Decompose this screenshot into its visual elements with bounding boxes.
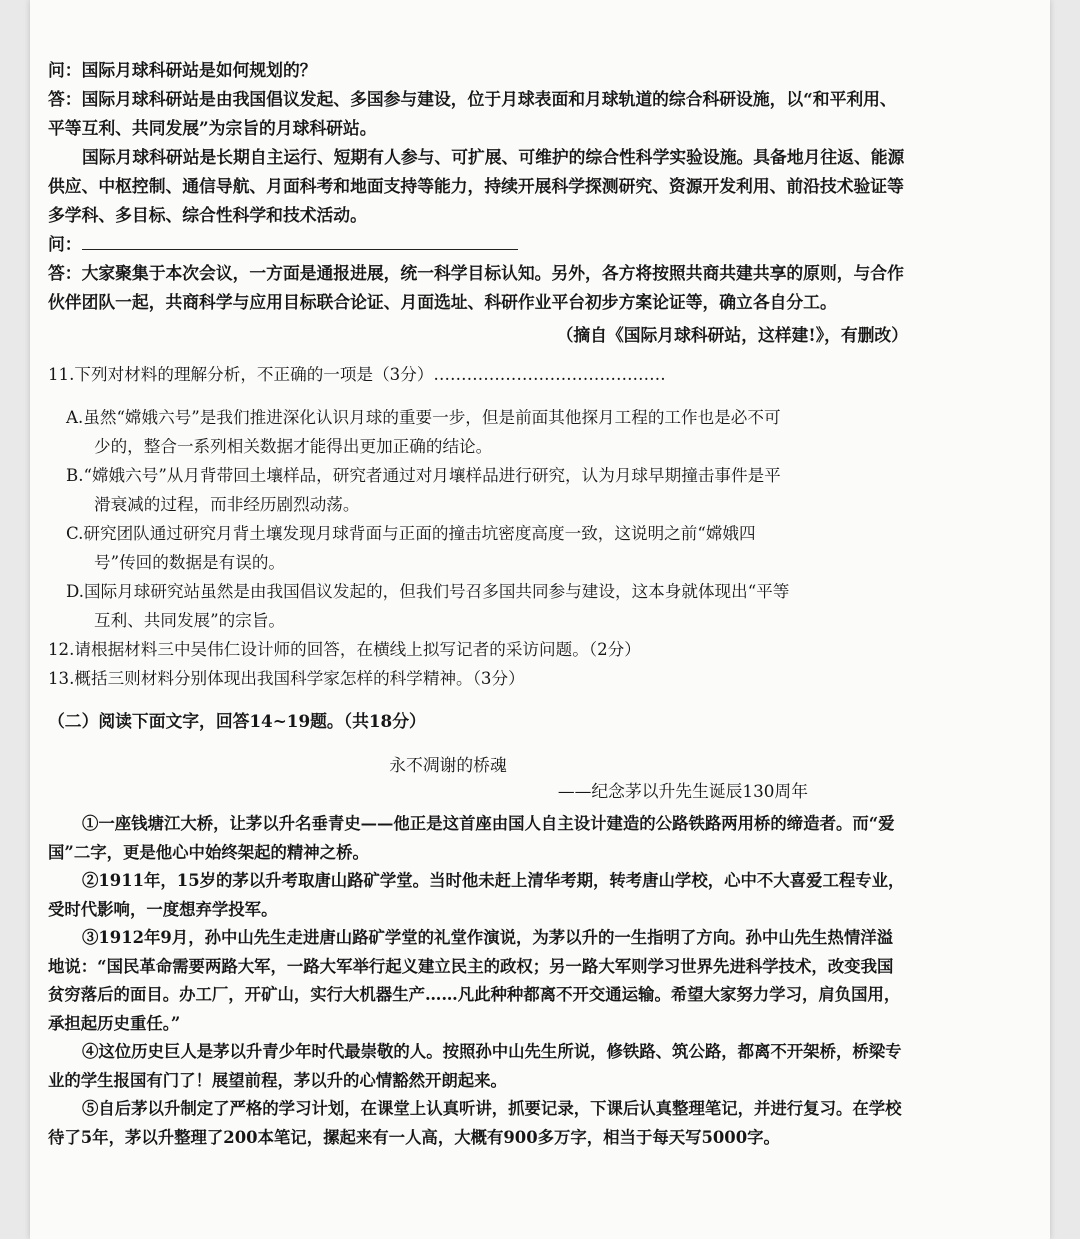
section-2-heading: （二）阅读下面文字，回答14~19题。（共18分） bbox=[48, 711, 426, 731]
question-11-stem: 11.下列对材料的理解分析，不正确的一项是（3分） bbox=[48, 365, 434, 384]
article-subtitle: ——纪念茅以升先生诞辰130周年 bbox=[557, 781, 808, 801]
interview-answer-1-para-2: 国际月球科研站是长期自主运行、短期有人参与、可扩展、可维护的综合性科学实验设施。具备地月往返、能源供应、中枢控制、通信导航、月面科考和地面支持等能力，持续开展科学探测研究、资源开发利用、前沿技术验证等多学科、多目标、综合性科学和技术活动。 bbox=[48, 147, 905, 225]
interview-question-1: 问：国际月球科研站是如何规划的？ bbox=[48, 60, 317, 80]
question-13: 13.概括三则材料分别体现出我国科学家怎样的科学精神。（3分） bbox=[48, 669, 525, 688]
source-citation: （摘自《国际月球科研站，这样建!》，有删改） bbox=[556, 325, 908, 345]
question-11 bbox=[48, 360, 908, 389]
question-label: 问： bbox=[48, 234, 82, 254]
page-content bbox=[48, 56, 908, 1152]
choice-d: D.国际月球研究站虽然是由我国倡议发起的，但我们号召多国共同参与建设，这本身就体现出“平等互利、共同发展”的宗旨。 bbox=[66, 582, 790, 630]
exam-page bbox=[30, 0, 1050, 1239]
interview-answer-2: 答：大家聚集于本次会议，一方面是通报进展，统一科学目标认知。另外，各方将按照共商共建共享的原则，与合作伙伴团队一起，共商科学与应用目标联合论证、月面选址、科研作业平台初步方案论证等，确立各自分工。 bbox=[48, 263, 904, 312]
article-paragraph-2: ②1911年，15岁的茅以升考取唐山路矿学堂。当时他未赶上清华考期，转考唐山学校，心中不大喜爱工程专业，受时代影响，一度想弃学投军。 bbox=[48, 871, 905, 919]
question-blank-line bbox=[82, 233, 518, 250]
choice-b: B.“嫦娥六号”从月背带回土壤样品，研究者通过对月壤样品进行研究，认为月球早期撞击事件是平滑衰减的过程，而非经历剧烈动荡。 bbox=[66, 466, 781, 514]
article-paragraph-1: ①一座钱塘江大桥，让茅以升名垂青史——他正是这首座由国人自主设计建造的公路铁路两用桥的缔造者。而“爱国”二字，更是他心中始终架起的精神之桥。 bbox=[48, 814, 895, 862]
article-body bbox=[48, 810, 908, 1152]
choice-c: C.研究团队通过研究月背土壤发现月球背面与正面的撞击坑密度高度一致，这说明之前“嫦娥四号”传回的数据是有误的。 bbox=[66, 524, 756, 572]
choice-a: A.虽然“嫦娥六号”是我们推进深化认识月球的重要一步，但是前面其他探月工程的工作也是必不可少的，整合一系列相关数据才能得出更加正确的结论。 bbox=[66, 408, 781, 456]
article-paragraph-4: ④这位历史巨人是茅以升青少年时代最崇敬的人。按照孙中山先生所说，修铁路、筑公路，都离不开架桥，桥梁专业的学生报国有门了！展望前程，茅以升的心情豁然开朗起来。 bbox=[48, 1042, 902, 1090]
article-title: 永不凋谢的桥魂 bbox=[389, 755, 507, 775]
question-11-choices bbox=[48, 403, 790, 635]
interview-question-2 bbox=[48, 230, 908, 259]
question-12: 12.请根据材料三中吴伟仁设计师的回答，在横线上拟写记者的采访问题。（2分） bbox=[48, 640, 641, 659]
article-paragraph-3: ③1912年9月，孙中山先生走进唐山路矿学堂的礼堂作演说，为茅以升的一生指明了方向。孙中山先生热情洋溢地说：“国民革命需要两路大军，一路大军举行起义建立民主的政权；另一路大军则学习世界先进科学技术，改变我国贫穷落后的面目。办工厂，开矿山，实行大机器生产……凡此种种都离不开交通运输。希望大家努力学习，肩负国用，承担起历史重任。” bbox=[48, 928, 901, 1033]
article-paragraph-5: ⑤自后茅以升制定了严格的学习计划，在课堂上认真听讲，抓要记录，下课后认真整理笔记，并进行复习。在学校待了5年，茅以升整理了200本笔记，摞起来有一人高，大概有900多万字，相当于每天写5000字。 bbox=[48, 1099, 902, 1147]
question-11-dots: …………………………………… bbox=[433, 365, 666, 384]
interview-answer-1-para-1: 答：国际月球科研站是由我国倡议发起、多国参与建设，位于月球表面和月球轨道的综合科研设施，以“和平利用、平等互利、共同发展”为宗旨的月球科研站。 bbox=[48, 89, 897, 138]
